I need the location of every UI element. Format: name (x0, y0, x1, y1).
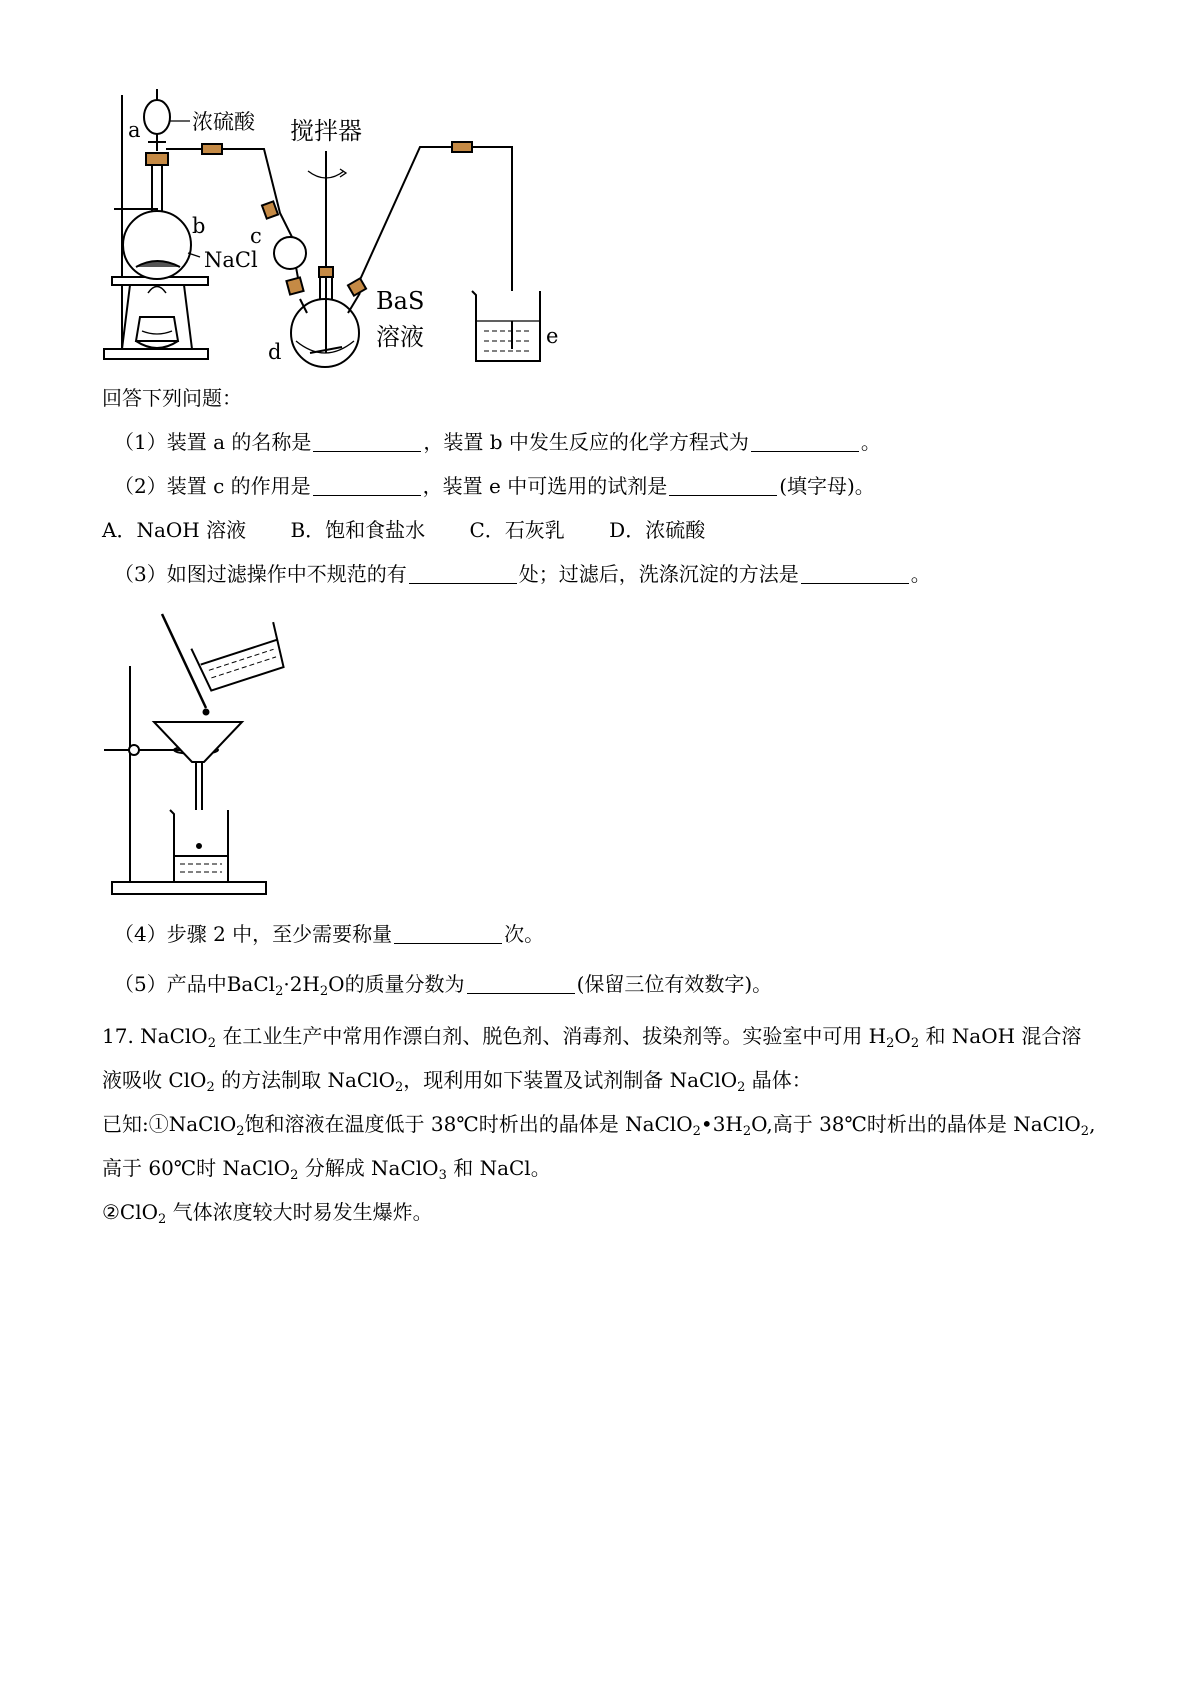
label-bas: BaS (376, 287, 425, 315)
question-2: （2）装置 c 的作用是 ，装置 e 中可选用的试剂是 (填字母)。 (114, 474, 875, 498)
label-conc-acid: 浓硫酸 (192, 110, 255, 134)
answer-blank[interactable] (751, 431, 859, 452)
q17-line-4: 高于 60℃时 NaClO$_2$ 分解成 NaClO$_3$ 和 NaCl。 (102, 1156, 551, 1183)
filtration-figure (100, 600, 300, 900)
label-a: a (128, 118, 141, 142)
question-4: （4）步骤 2 中，至少需要称量 次。 (114, 922, 545, 946)
answer-blank[interactable] (801, 563, 909, 584)
answer-blank[interactable] (394, 923, 502, 944)
options-row (102, 516, 743, 544)
q17-line-5: ②ClO$_2$ 气体浓度较大时易发生爆炸。 (102, 1200, 433, 1227)
label-e: e (546, 324, 559, 348)
label-c: c (250, 224, 262, 248)
answer-blank[interactable] (313, 475, 421, 496)
intro-text: 回答下列问题： (102, 386, 242, 410)
label-b: b (192, 214, 206, 238)
label-nacl: NaCl (204, 248, 258, 272)
answer-blank[interactable] (409, 563, 517, 584)
question-3: （3）如图过滤操作中不规范的有 处；过滤后，洗涤沉淀的方法是 。 (114, 562, 931, 586)
answer-blank[interactable] (669, 475, 777, 496)
label-d: d (268, 340, 282, 364)
apparatus-figure (100, 85, 620, 415)
option-c[interactable]: C．石灰乳 (469, 518, 565, 542)
q17-line-3: 已知:①NaClO$_2$饱和溶液在温度低于 38℃时析出的晶体是 $NaClO_2•3H_2O$,高于 38℃时析出的晶体是 NaClO$_2$, (102, 1112, 1096, 1139)
option-d[interactable]: D．浓硫酸 (609, 518, 706, 542)
option-a[interactable]: A．NaOH 溶液 (102, 518, 247, 542)
q17-line-1: 17. NaClO$_2$ 在工业生产中常用作漂白剂、脱色剂、消毒剂、拔染剂等。实验室中可用 $H_2O_2$ 和 NaOH 混合溶 (102, 1024, 1082, 1051)
answer-blank[interactable] (313, 431, 421, 452)
answer-blank[interactable] (467, 973, 575, 994)
label-solution: 溶液 (376, 323, 424, 351)
question-1: （1）装置 a 的名称是 ，装置 b 中发生反应的化学方程式为 。 (114, 430, 881, 454)
option-b[interactable]: B．饱和食盐水 (290, 518, 426, 542)
question-5: （5）产品中$BaCl_2\cdot 2H_2O$的质量分数为 (保留三位有效数字)。 (114, 972, 773, 999)
label-stirrer: 搅拌器 (290, 117, 362, 145)
q17-line-2: 液吸收 ClO$_2$ 的方法制取 NaClO$_2$，现利用如下装置及试剂制备 NaClO$_2$ 晶体： (102, 1068, 812, 1095)
